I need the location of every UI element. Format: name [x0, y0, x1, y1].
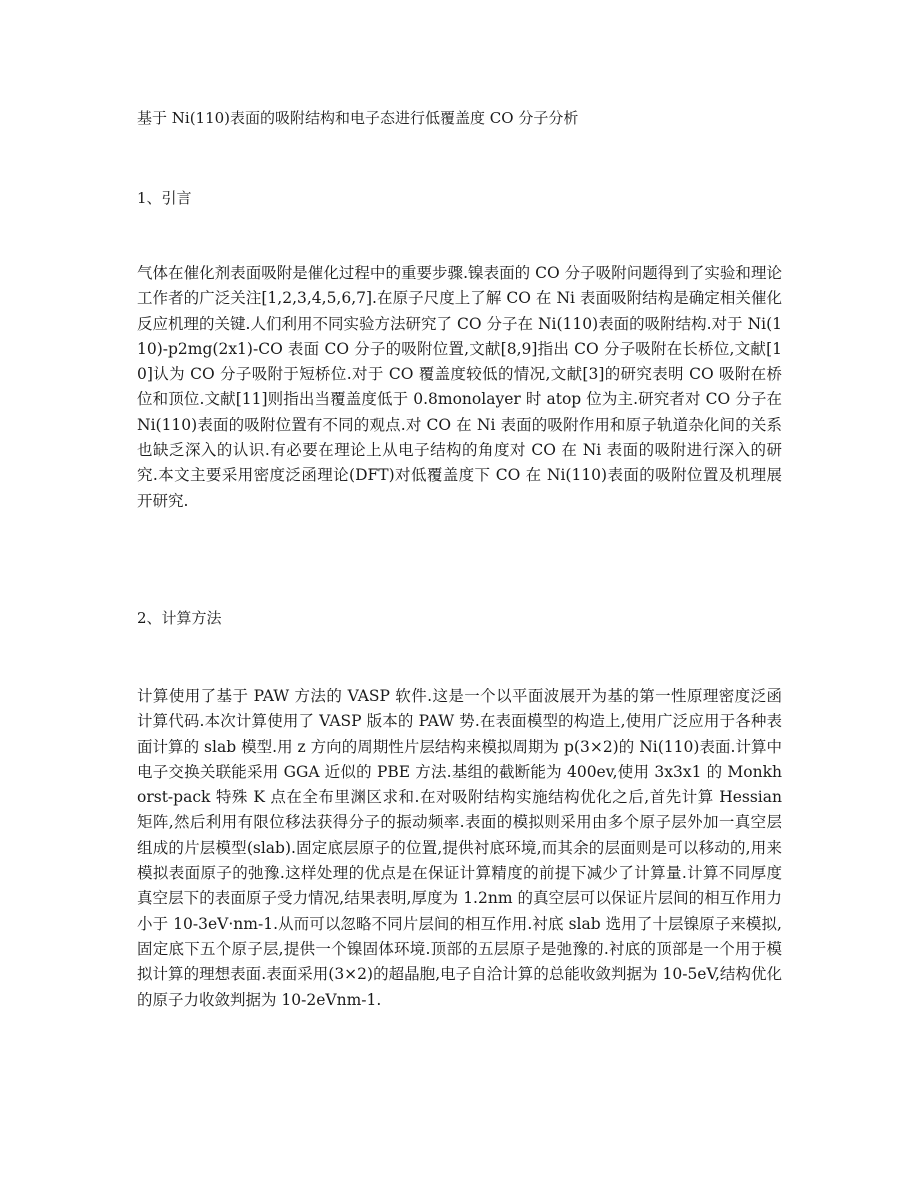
section-paragraph-introduction: 气体在催化剂表面吸附是催化过程中的重要步骤.镍表面的 CO 分子吸附问题得到了实验和理论工作者的广泛关注[1,2,3,4,5,6,7].在原子尺度上了解 CO 在 Ni 表面吸附结构是确定相关催化反应机理的关键.人们利用不同实验方法研究了 CO 分子在 Ni(110)表面的吸附结构.对于 Ni(110)-p2mg(2x1)-CO 表面 CO 分子的吸附位置,文献[8,9]指出 CO 分子吸附在长桥位,文献[10]认为 CO 分子吸附于短桥位.对于 CO 覆盖度较低的情况,文献[3]的研究表明 CO 吸附在桥位和顶位.文献[11]则指出当覆盖度低于 0.8monolayer 时 atop 位为主.研究者对 CO 分子在 Ni(110)表面的吸附位置有不同的观点.对 CO 在 Ni 表面的吸附作用和原子轨道杂化间的关系也缺乏深入的认识.有必要在理论上从电子结构的角度对 CO 在 Ni 表面的吸附进行深入的研究.本文主要采用密度泛函理论(DFT)对低覆盖度下 CO 在 Ni(110)表面的吸附位置及机理展开研究. — [137, 264, 782, 510]
section-heading-introduction: 1、引言 — [137, 189, 192, 207]
section-paragraph-methods: 计算使用了基于 PAW 方法的 VASP 软件.这是一个以平面波展开为基的第一性原理密度泛函计算代码.本次计算使用了 VASP 版本的 PAW 势.在表面模型的构造上,使用广泛应用于各种表面计算的 slab 模型.用 z 方向的周期性片层结构来模拟周期为 p(3×2)的 Ni(110)表面.计算中电子交换关联能采用 GGA 近似的 PBE 方法.基组的截断能为 400ev,使用 3x3x1 的 Monkhorst-pack 特殊 K 点在全布里渊区求和.在对吸附结构实施结构优化之后,首先计算 Hessian 矩阵,然后利用有限位移法获得分子的振动频率.表面的模拟则采用由多个原子层外加一真空层组成的片层模型(slab).固定底层原子的位置,提供衬底环境,而其余的层面则是可以移动的,用来模拟表面原子的弛豫.这样处理的优点是在保证计算精度的前提下减少了计算量.计算不同厚度真空层下的表面原子受力情况,结果表明,厚度为 1.2nm 的真空层可以保证片层间的相互作用力小于 10-3eV·nm-1.从而可以忽略不同片层间的相互作用.衬底 slab 选用了十层镍原子来模拟,固定底下五个原子层,提供一个镍固体环境.顶部的五层原子是弛豫的.衬底的顶部是一个用于模拟计算的理想表面.表面采用(3×2)的超晶胞,电子自洽计算的总能收敛判据为 10-5eV,结构优化的原子力收敛判据为 10-2eVnm-1. — [137, 687, 782, 1009]
document-title: 基于 Ni(110)表面的吸附结构和电子态进行低覆盖度 CO 分子分析 — [137, 109, 579, 127]
section-heading-methods: 2、计算方法 — [137, 609, 222, 627]
